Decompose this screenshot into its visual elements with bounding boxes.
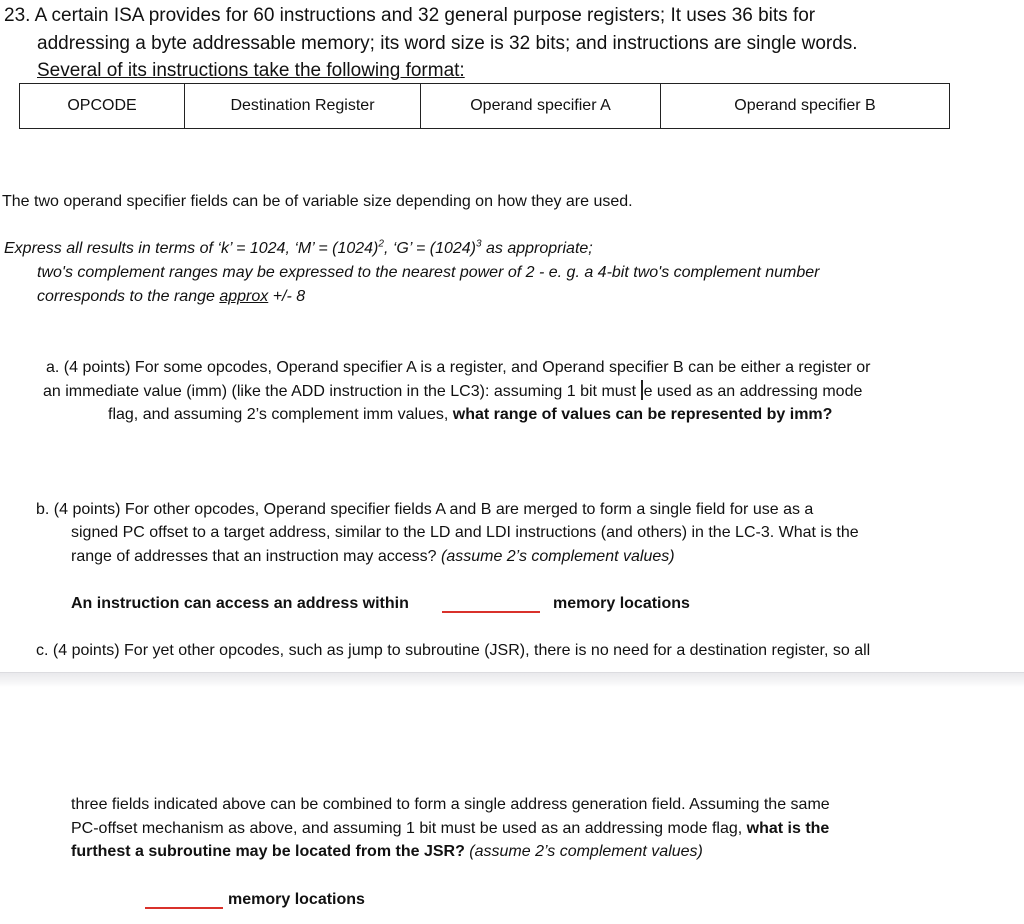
part-a-line3-pre: flag, and assuming 2’s complement imm values, [108,406,453,423]
part-a-line2-post: e used as an addressing mode [643,383,863,400]
part-c-line4-ital: (assume 2’s complement values) [464,843,703,860]
field-operand-b-label: Operand specifier B [734,97,876,114]
part-c-question: furthest a subroutine may be located from the JSR? [71,843,465,860]
part-c-line-3 [71,817,829,841]
express-line3-pre: corresponds to the range [37,288,220,305]
question-line-1: 23. A certain ISA provides for 60 instructions and 32 general purpose registers; It uses 36 bits for [4,5,816,26]
express-line3-post: +/- 8 [268,288,306,305]
field-destination-register-label: Destination Register [230,97,375,114]
page-break [0,672,1024,687]
express-line-3 [37,285,305,309]
express-exp3: 3 [476,238,482,250]
express-line-2: two's complement ranges may be expressed to the nearest power of 2 - e. g. a 4-bit two's complement number [37,264,820,281]
part-b-line-1: b. (4 points) For other opcodes, Operand specifier fields A and B are merged to form a single field for use as a [36,501,814,518]
text-cursor [641,380,643,400]
part-a-line-1: a. (4 points) For some opcodes, Operand specifier A is a register, and Operand specifier B can be either a register or [46,359,871,376]
express-part3: as appropriate; [481,240,593,257]
part-a-line2-pre: an immediate value (imm) (like the ADD instruction in the LC3): assuming 1 bit must [43,383,641,400]
field-destination-register [185,84,421,128]
part-b-line3-pre: range of addresses that an instruction may access? [71,548,441,565]
part-b-line-2: signed PC offset to a target address, similar to the LD and LDI instructions (and others) in the LC-3. What is the [71,524,859,541]
part-c-line-4 [71,840,703,864]
part-a-line-3 [108,403,832,427]
operand-note: The two operand specifier fields can be of variable size depending on how they are used. [2,193,633,210]
part-c-answer-blank[interactable] [145,893,223,909]
part-b-line-3 [71,545,675,569]
express-part1: Express all results in terms of ‘k’ = 1024, ‘M’ = (1024) [4,240,379,257]
express-part2: , ‘G’ = (1024) [383,240,476,257]
field-operand-a [421,84,661,128]
part-b-answer-post: memory locations [553,595,690,612]
express-line-1 [4,237,593,261]
question-line-2: addressing a byte addressable memory; its word size is 32 bits; and instructions are single words. [37,33,858,54]
field-opcode-label: OPCODE [67,97,137,114]
part-c-line-2: three fields indicated above can be combined to form a single address generation field. Assuming the same [71,796,830,813]
instruction-format-table [19,83,950,129]
field-operand-a-label: Operand specifier A [470,97,611,114]
part-c-answer-post: memory locations [228,891,365,908]
part-b-answer-blank[interactable] [442,597,540,613]
part-a-question: what range of values can be represented by imm? [452,406,833,423]
part-c-line-1: c. (4 points) For yet other opcodes, such as jump to subroutine (JSR), there is no need for a destination register, so all [36,642,871,659]
part-c-line3-pre: PC-offset mechanism as above, and assuming 1 bit must be used as an addressing mode flag, [71,820,747,837]
part-b-answer-pre: An instruction can access an address within [71,595,409,612]
part-b-line3-ital: (assume 2’s complement values) [440,548,675,565]
question-line-3: Several of its instructions take the following format: [37,60,465,81]
express-exp2: 2 [378,238,384,250]
field-operand-b [661,84,949,128]
field-opcode [20,84,185,128]
express-approx: approx [219,288,269,305]
part-a-line-2 [43,380,862,404]
part-c-line3-bold: what is the [746,820,830,837]
